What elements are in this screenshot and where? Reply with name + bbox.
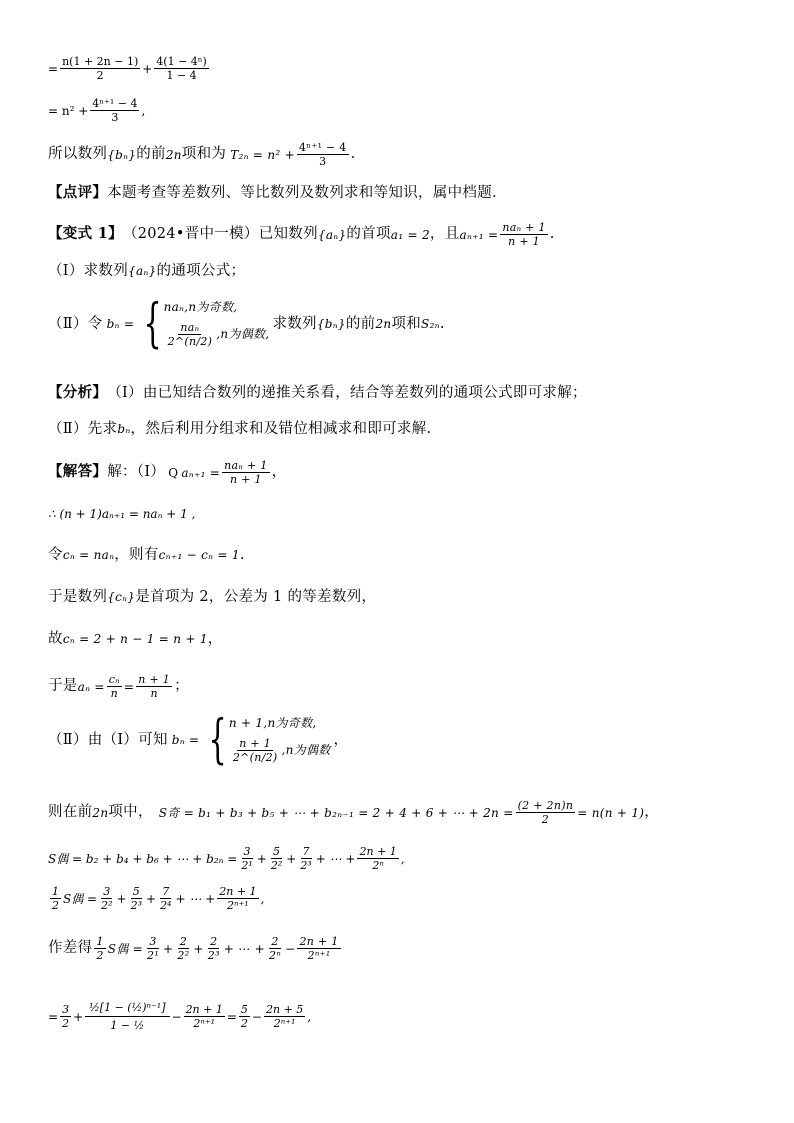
numerator: n + 1	[138, 673, 171, 686]
expr: bₙ	[117, 422, 131, 437]
punct: .	[350, 146, 356, 163]
fraction	[145, 936, 161, 961]
fraction	[166, 322, 215, 347]
denominator: 2²	[177, 949, 190, 962]
variant-source: （2024•晋中一模）已知数列	[122, 226, 318, 243]
fraction	[500, 222, 547, 247]
numerator: 7	[162, 885, 170, 898]
expr: aₙ =	[77, 679, 105, 694]
denominator: 2³	[130, 899, 142, 912]
minus: −	[285, 941, 296, 956]
expr: bₙ =	[106, 317, 135, 331]
denominator: 1 − 4	[166, 69, 197, 82]
numerator: 2	[271, 935, 279, 948]
analysis-1	[48, 386, 587, 401]
numerator: cₙ	[108, 673, 120, 686]
punct: .	[239, 547, 245, 563]
var: 2n	[165, 147, 182, 162]
denominator: 2⁴	[160, 899, 172, 912]
numerator: 3	[62, 1003, 70, 1016]
equals: =	[123, 679, 135, 694]
text: （Ⅰ）求数列	[48, 263, 129, 279]
eq-line-2	[48, 98, 145, 123]
expr: cₙ₊₁ − cₙ = 1	[158, 548, 240, 563]
step-11: 作差得 $\frac{1}{2}$ S偶 = $\frac{3}{\text{2¹}}$ + $\frac{2}{\text{2²}}$ + $\frac{2}{\text{2³}}$ + ⋯ + $\frac{2}{\text{2ⁿ}}$ − $\frac{2n + 1}{\text{2ⁿ⁺¹}}$	[48, 935, 339, 962]
fraction	[269, 846, 284, 871]
expr: S偶 =	[107, 941, 144, 956]
denominator: 2²	[270, 859, 283, 872]
numerator: ½[1 − (½)ⁿ⁻¹]	[85, 1002, 169, 1017]
step-12	[48, 1002, 311, 1031]
denominator: 2¹	[147, 949, 160, 962]
expr: aₙ₊₁ =	[181, 465, 221, 480]
fraction	[175, 936, 191, 961]
denominator: 2ⁿ⁺¹	[193, 1017, 216, 1030]
text: （Ⅱ）先求	[48, 421, 118, 437]
text: 作差得	[48, 940, 93, 957]
piecewise-rows	[229, 716, 331, 764]
step-2	[48, 508, 195, 520]
expr: = n(n + 1)	[577, 805, 645, 820]
case-label: ,n为偶数,	[216, 327, 270, 342]
text: ，则有	[114, 547, 159, 563]
text: 求数列	[272, 315, 317, 332]
var: 2n	[92, 805, 109, 820]
text: 于是	[48, 678, 78, 695]
expr: ∴ (n + 1)aₙ₊₁ = naₙ + 1 ,	[48, 507, 196, 521]
equals: =	[226, 1009, 237, 1024]
fraction	[267, 936, 283, 961]
analysis-tag: 【分析】	[48, 384, 108, 401]
seq-symbol: {aₙ}	[128, 264, 157, 279]
expr: S偶 = b₂ + b₄ + b₆ + ⋯ + b₂ₙ =	[48, 851, 238, 866]
step-7	[48, 710, 349, 770]
fraction	[239, 1004, 250, 1029]
punct: ，	[644, 804, 660, 821]
numerator: 5	[240, 1003, 248, 1016]
fraction	[184, 1004, 225, 1029]
denominator: n + 1	[508, 235, 540, 248]
punct: ，	[207, 631, 223, 647]
punct: ，	[333, 731, 349, 748]
numerator: 3	[243, 845, 251, 858]
fraction	[60, 56, 140, 81]
step-3	[48, 548, 245, 563]
seq-symbol: {aₙ}	[317, 227, 347, 242]
text: 则在前	[48, 804, 93, 821]
numerator: naₙ	[180, 320, 200, 334]
numerator: 2n + 1	[299, 935, 339, 948]
numerator: 4ⁿ⁺¹ − 4	[92, 97, 138, 110]
expr: S奇 = b₁ + b₃ + b₅ + ⋯ + b₂ₙ₋₁ = 2 + 4 + 6 + ⋯ + 2n =	[158, 805, 514, 820]
fraction	[94, 936, 105, 961]
denominator: n + 1	[229, 473, 262, 486]
text: （Ⅱ）令	[48, 315, 103, 332]
text: 项和	[391, 315, 422, 332]
denominator: 2	[62, 1017, 70, 1030]
piecewise-system	[201, 710, 331, 770]
case-label: ,n为偶数	[281, 743, 331, 758]
numerator: 1	[52, 885, 59, 898]
step-5	[48, 632, 223, 647]
text: 所以数列	[48, 146, 108, 163]
text: 的前	[136, 146, 166, 163]
step-8	[48, 800, 659, 825]
denominator: 2	[52, 899, 59, 912]
denominator: 2	[96, 69, 104, 82]
text: ，然后利用分组求和及错位相减求和即可求解.	[130, 421, 432, 437]
seq-symbol: {bₙ}	[316, 317, 346, 331]
fraction	[90, 98, 139, 123]
fraction	[206, 936, 222, 961]
denominator: 2³	[207, 949, 220, 962]
fraction	[516, 800, 576, 825]
text: 故	[48, 631, 63, 647]
numerator: 1	[96, 935, 104, 948]
text: （Ⅱ）由（Ⅰ）可知	[48, 731, 168, 748]
numerator: 4(1 − 4ⁿ)	[156, 55, 207, 68]
variant-tag: 【变式 1】	[48, 225, 123, 243]
text: 于是数列	[48, 589, 108, 605]
because-symbol: Q	[168, 465, 179, 480]
numerator: 2n + 1	[219, 885, 257, 898]
piecewise-rows	[164, 300, 270, 348]
denominator: n	[150, 687, 158, 700]
case-even	[164, 322, 270, 347]
expr: = n² +	[48, 103, 89, 118]
left-brace: {	[208, 710, 228, 770]
denominator: 2ⁿ⁺¹	[307, 949, 331, 962]
punct: .	[439, 315, 445, 332]
plus: +	[73, 1009, 84, 1024]
fraction	[50, 886, 61, 911]
fraction	[60, 1004, 71, 1029]
numerator: 3	[149, 935, 157, 948]
numerator: naₙ + 1	[224, 459, 268, 472]
seq-symbol: {cₙ}	[107, 590, 136, 605]
punct: ,	[307, 1009, 312, 1024]
punct: ,	[141, 103, 146, 118]
expr: a₁ = 2	[390, 227, 430, 242]
minus: −	[251, 1009, 262, 1024]
denominator: 2³	[300, 859, 312, 872]
punct: ,	[400, 851, 405, 866]
numerator: 2	[179, 935, 188, 948]
denominator: 2	[240, 1017, 248, 1030]
expr: cₙ = 2 + n − 1 = n + 1	[62, 632, 208, 647]
fraction	[107, 674, 122, 699]
denominator: 2	[541, 813, 550, 826]
analysis-text: （Ⅰ）由已知结合数列的递推关系看，结合等差数列的通项公式即可求解；	[107, 385, 587, 401]
step-10: $\frac{1}{2}$ S偶 = $\frac{3}{\text{2²}}$ + $\frac{5}{\text{2³}}$ + $\frac{7}{\text{2⁴}}$ + ⋯ + $\frac{2n + 1}{\text{2ⁿ⁺¹}}$ ,	[52, 885, 265, 912]
seq-symbol: {bₙ}	[107, 147, 137, 162]
denominator: 2²	[101, 899, 113, 912]
numerator: 3	[103, 885, 111, 898]
numerator: 2n + 1	[185, 1003, 223, 1016]
punct: ，	[271, 464, 287, 481]
punct: ,	[260, 891, 265, 906]
punct: ；	[174, 678, 189, 695]
expr: cₙ = naₙ	[62, 548, 115, 563]
piecewise-system	[136, 294, 270, 354]
step-9: S偶 = b₂ + b₄ + b₆ + ⋯ + b₂ₙ = $\frac{3}{\text{2¹}}$ + $\frac{5}{\text{2²}}$ + $\frac{7}{\text{2³}}$ + ⋯ + $\frac{2n + 1}{\text{2ⁿ}}$ ,	[48, 845, 405, 872]
denominator: 2¹	[241, 859, 253, 872]
ellipsis: + ⋯ +	[315, 851, 356, 866]
numerator: 2	[210, 935, 218, 948]
minus: −	[171, 1009, 182, 1024]
text: 的首项	[346, 226, 391, 243]
case-odd: n + 1,n为奇数,	[228, 716, 317, 731]
question-1	[48, 264, 245, 279]
expr: S₂ₙ	[421, 317, 440, 331]
fraction	[357, 846, 398, 871]
denominator: 1 − ½	[110, 1019, 145, 1032]
fraction	[297, 142, 349, 167]
comment-text: 本题考查等差数列、等比数列及数列求和等知识，属中档题.	[107, 185, 497, 201]
text: 令	[48, 547, 63, 563]
text: ，且	[429, 226, 460, 243]
numerator: (2 + 2n)n	[517, 799, 574, 812]
denominator: 2^(n/2)	[167, 334, 213, 348]
denominator: 2ⁿ	[269, 949, 282, 962]
numerator: 4ⁿ⁺¹ − 4	[298, 141, 347, 154]
comment-tag: 【点评】	[48, 184, 108, 201]
comment-line	[48, 186, 497, 201]
denominator: 2ⁿ⁺¹	[227, 899, 249, 912]
expr: T₂ₙ = n² +	[230, 147, 295, 162]
text: 是首项为 2，公差为 1 的等差数列，	[135, 589, 377, 605]
denominator: 3	[319, 155, 327, 168]
ellipsis: + ⋯ +	[175, 891, 216, 906]
numerator: 7	[302, 845, 310, 858]
numerator: n + 1	[239, 736, 272, 750]
text: 项中，	[108, 804, 153, 821]
fraction	[136, 674, 172, 699]
numerator: naₙ + 1	[502, 221, 546, 234]
numerator: 5	[273, 845, 281, 858]
denominator: 2^(n/2)	[232, 750, 278, 764]
sum-conclusion	[48, 142, 356, 167]
denominator: n	[110, 687, 118, 700]
fraction	[231, 738, 280, 763]
numerator: 2n + 1	[359, 845, 397, 858]
expr: bₙ =	[171, 733, 200, 747]
solution-start	[48, 460, 286, 485]
solution-tag: 【解答】	[48, 463, 108, 481]
expr: S偶 =	[63, 891, 98, 906]
numerator: n(1 + 2n − 1)	[62, 55, 139, 68]
punct: .	[549, 226, 555, 243]
text: 的通项公式；	[156, 263, 246, 279]
denominator: 2ⁿ⁺¹	[273, 1017, 296, 1030]
fraction	[154, 56, 209, 81]
eq-line-1	[48, 56, 211, 81]
ellipsis: + ⋯ +	[223, 941, 266, 956]
expr: aₙ₊₁ =	[459, 227, 499, 242]
fraction	[217, 886, 258, 911]
fraction	[264, 1004, 305, 1029]
text: 解：（Ⅰ）	[107, 464, 166, 481]
text: 项和为	[181, 146, 227, 163]
left-brace: {	[143, 294, 163, 354]
equals: =	[48, 1009, 59, 1024]
fraction	[297, 936, 340, 961]
fraction	[298, 846, 313, 871]
denominator: 2	[96, 949, 104, 962]
compound-fraction	[85, 1002, 169, 1031]
case-even	[229, 738, 331, 763]
step-6	[48, 674, 189, 699]
var: 2n	[375, 317, 392, 331]
numerator: 5	[132, 885, 140, 898]
case-odd: naₙ,n为奇数,	[163, 300, 238, 315]
step-4	[48, 590, 376, 605]
fraction	[158, 886, 173, 911]
analysis-2	[48, 422, 431, 437]
text: 的前	[345, 315, 376, 332]
fraction	[129, 886, 144, 911]
fraction	[239, 846, 254, 871]
denominator: 2ⁿ	[372, 859, 384, 872]
question-2	[48, 294, 445, 354]
equals: =	[48, 61, 59, 76]
variant-line	[48, 222, 555, 247]
numerator: 2n + 5	[265, 1003, 304, 1016]
plus: +	[142, 61, 153, 76]
fraction	[99, 886, 114, 911]
denominator: 3	[111, 111, 119, 124]
fraction	[222, 460, 269, 485]
